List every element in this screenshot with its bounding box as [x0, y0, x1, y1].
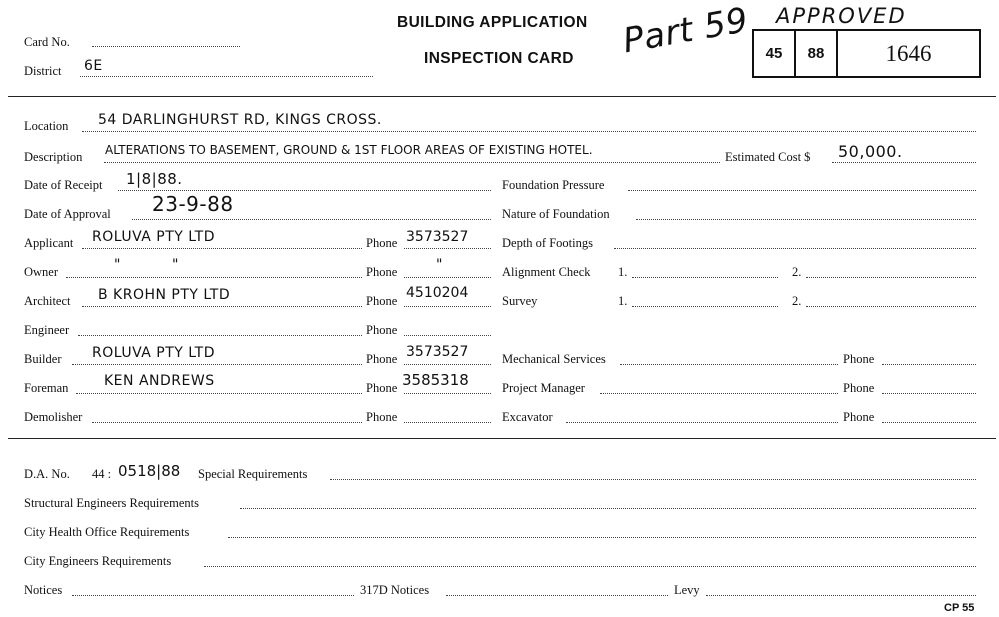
- foundation-pressure-line: [628, 190, 976, 191]
- owner-label: Owner: [24, 265, 59, 279]
- project-manager-phone-line: [882, 393, 976, 394]
- alignment-check-1-line: [632, 277, 778, 278]
- engineer-label: Engineer: [24, 323, 70, 337]
- approved-stamp: APPROVED: [776, 4, 907, 28]
- depth-of-footings-line: [614, 248, 976, 249]
- notices-line: [72, 595, 354, 596]
- header-divider: [8, 96, 996, 97]
- project-manager-label: Project Manager: [502, 381, 585, 395]
- engineer-phone-label: Phone: [366, 323, 398, 337]
- alignment-check-2-label: 2.: [792, 265, 802, 279]
- survey-2-label: 2.: [792, 294, 802, 308]
- mechanical-services-line: [620, 364, 838, 365]
- ref-cell-c: 1646: [885, 40, 932, 66]
- architect-line: [82, 306, 362, 307]
- handwritten-part-note: Part 59: [620, 0, 752, 62]
- engineer-phone-line: [404, 335, 491, 336]
- notices-label: Notices: [24, 583, 63, 597]
- applicant-label: Applicant: [24, 236, 74, 250]
- date-of-approval-line: [132, 219, 491, 220]
- foreman-phone-value: 3585318: [402, 371, 469, 389]
- excavator-line: [566, 422, 838, 423]
- estimated-cost-label: Estimated Cost $: [725, 150, 811, 164]
- notices-317d-label: 317D Notices: [360, 583, 430, 597]
- description-label: Description: [24, 150, 83, 164]
- location-value: 54 DARLINGHURST RD, KINGS CROSS.: [98, 112, 382, 128]
- architect-phone-label: Phone: [366, 294, 398, 308]
- architect-value: B KROHN PTY LTD: [98, 287, 231, 303]
- demolisher-phone-line: [404, 422, 491, 423]
- district-value: 6E: [84, 58, 103, 74]
- section-divider: [8, 438, 996, 439]
- applicant-line: [82, 248, 362, 249]
- project-manager-phone-label: Phone: [843, 381, 875, 395]
- owner-phone-label: Phone: [366, 265, 398, 279]
- special-requirements-line: [330, 479, 976, 480]
- excavator-label: Excavator: [502, 410, 553, 424]
- date-of-receipt-line: [118, 190, 491, 191]
- architect-phone-line: [404, 306, 491, 307]
- builder-value: ROLUVA PTY LTD: [92, 345, 216, 361]
- owner-value-1: ": [114, 257, 121, 273]
- date-of-receipt-label: Date of Receipt: [24, 178, 103, 192]
- city-engineers-line: [204, 566, 976, 567]
- builder-phone-label: Phone: [366, 352, 398, 366]
- city-engineers-label: City Engineers Requirements: [24, 554, 172, 568]
- foreman-phone-label: Phone: [366, 381, 398, 395]
- survey-label: Survey: [502, 294, 538, 308]
- depth-of-footings-label: Depth of Footings: [502, 236, 593, 250]
- builder-phone-value: 3573527: [406, 344, 469, 360]
- owner-line: [66, 277, 362, 278]
- owner-phone-line: [404, 277, 491, 278]
- reference-number-box: [752, 29, 981, 78]
- foreman-phone-line: [404, 393, 491, 394]
- form-title-line1: BUILDING APPLICATION: [397, 14, 588, 31]
- ref-cell-a: 45: [754, 31, 796, 76]
- date-of-receipt-value: 1|8|88.: [126, 170, 183, 188]
- card-no-label: Card No.: [24, 35, 70, 49]
- survey-1-label: 1.: [618, 294, 628, 308]
- applicant-phone-value: 3573527: [406, 229, 469, 245]
- levy-label: Levy: [674, 583, 700, 597]
- structural-engineers-line: [240, 508, 976, 509]
- city-health-line: [228, 537, 976, 538]
- date-of-approval-label: Date of Approval: [24, 207, 111, 221]
- builder-phone-line: [404, 364, 491, 365]
- estimated-cost-value: 50,000.: [838, 142, 903, 161]
- alignment-check-label: Alignment Check: [502, 265, 591, 279]
- foreman-label: Foreman: [24, 381, 69, 395]
- notices-317d-line: [446, 595, 668, 596]
- architect-phone-value: 4510204: [406, 285, 469, 301]
- description-value: ALTERATIONS TO BASEMENT, GROUND & 1ST FLOOR AREAS OF EXISTING HOTEL.: [105, 143, 593, 157]
- owner-value-2: ": [172, 257, 179, 273]
- foreman-line: [76, 393, 362, 394]
- foundation-pressure-label: Foundation Pressure: [502, 178, 605, 192]
- builder-line: [72, 364, 362, 365]
- applicant-value: ROLUVA PTY LTD: [92, 229, 216, 245]
- da-no-value: 0518|88: [118, 462, 181, 480]
- survey-2-line: [806, 306, 976, 307]
- architect-label: Architect: [24, 294, 71, 308]
- date-of-approval-value: 23-9-88: [152, 192, 234, 216]
- levy-line: [706, 595, 976, 596]
- card-no-line: [92, 46, 240, 47]
- demolisher-line: [92, 422, 362, 423]
- da-no-prefix: 44 :: [92, 467, 112, 481]
- special-requirements-label: Special Requirements: [198, 467, 308, 481]
- location-label: Location: [24, 119, 69, 133]
- city-health-label: City Health Office Requirements: [24, 525, 190, 539]
- applicant-phone-line: [404, 248, 491, 249]
- excavator-phone-line: [882, 422, 976, 423]
- foreman-value: KEN ANDREWS: [104, 373, 215, 389]
- nature-of-foundation-line: [636, 219, 976, 220]
- nature-of-foundation-label: Nature of Foundation: [502, 207, 610, 221]
- alignment-check-2-line: [806, 277, 976, 278]
- alignment-check-1-label: 1.: [618, 265, 628, 279]
- ref-cell-b: 88: [796, 31, 838, 76]
- excavator-phone-label: Phone: [843, 410, 875, 424]
- estimated-cost-line: [832, 162, 976, 163]
- builder-label: Builder: [24, 352, 62, 366]
- district-label: District: [24, 64, 62, 78]
- applicant-phone-label: Phone: [366, 236, 398, 250]
- demolisher-phone-label: Phone: [366, 410, 398, 424]
- description-line: [104, 162, 720, 163]
- form-code: CP 55: [944, 602, 975, 614]
- survey-1-line: [632, 306, 778, 307]
- demolisher-label: Demolisher: [24, 410, 83, 424]
- mechanical-services-phone-line: [882, 364, 976, 365]
- location-line: [82, 131, 976, 132]
- mechanical-services-label: Mechanical Services: [502, 352, 606, 366]
- owner-phone-value: ": [436, 257, 443, 273]
- project-manager-line: [600, 393, 838, 394]
- district-line: [80, 76, 373, 77]
- da-no-label: D.A. No.: [24, 467, 70, 481]
- structural-engineers-label: Structural Engineers Requirements: [24, 496, 199, 510]
- form-title-line2: INSPECTION CARD: [424, 50, 574, 67]
- engineer-line: [78, 335, 362, 336]
- mechanical-services-phone-label: Phone: [843, 352, 875, 366]
